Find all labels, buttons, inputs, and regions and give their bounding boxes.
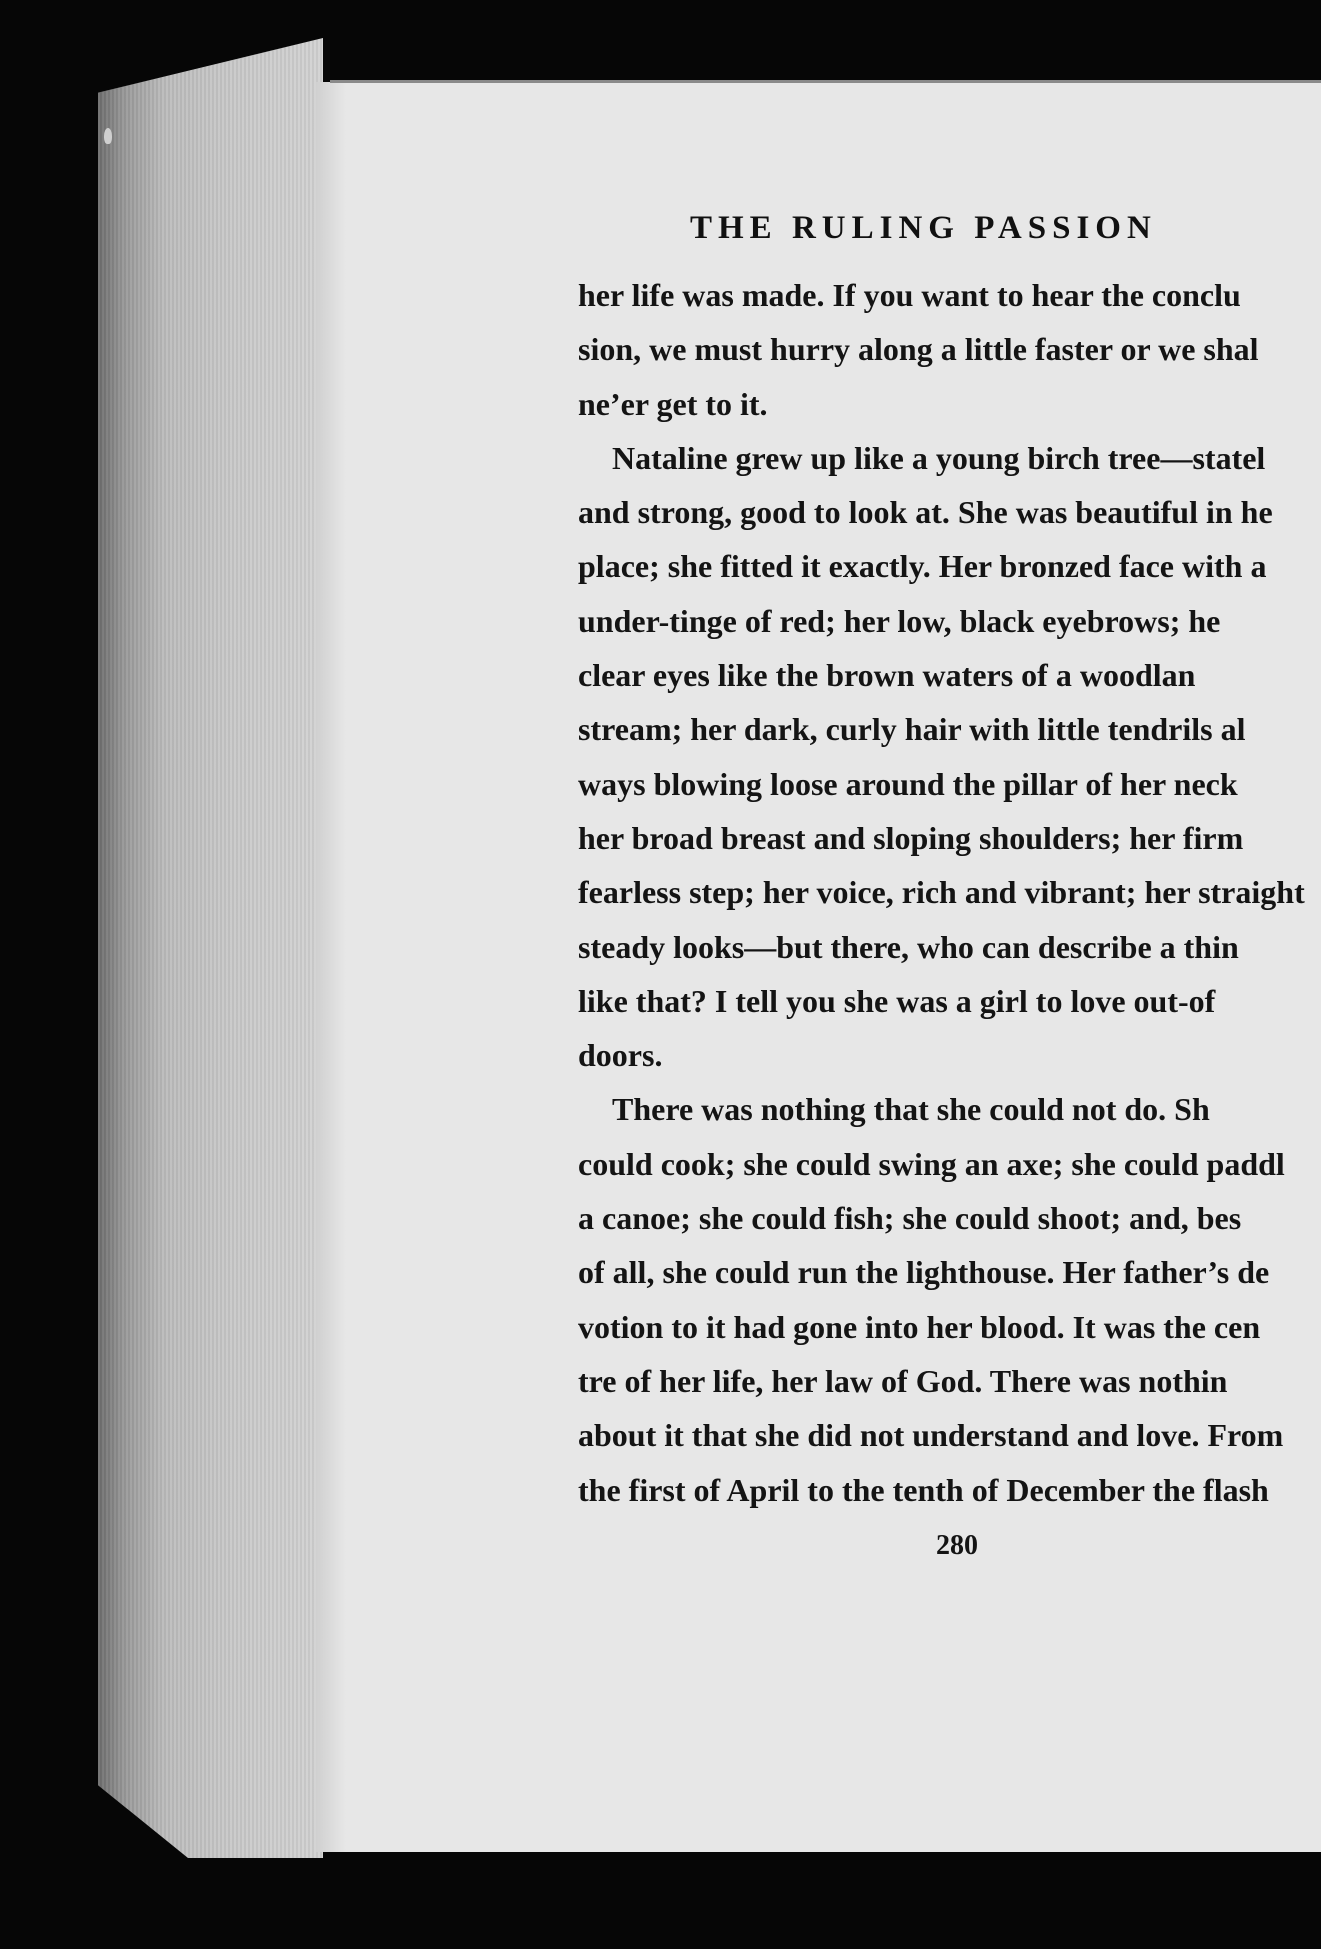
running-head: THE RULING PASSION	[690, 210, 1157, 246]
text-line: about it that she did not understand and love. From	[578, 1417, 1284, 1454]
text-line: fearless step; her voice, rich and vibrant; her straight	[578, 874, 1305, 911]
page-top-edge	[330, 80, 1321, 83]
text-line: votion to it had gone into her blood. It was the cen	[578, 1308, 1261, 1345]
text-line: steady looks—but there, who can describe a thin	[578, 928, 1239, 965]
text-line: doors.	[578, 1037, 663, 1074]
text-line: tre of her life, her law of God. There was nothin	[578, 1362, 1228, 1399]
text-line: stream; her dark, curly hair with little tendrils al	[578, 711, 1246, 748]
page-fore-edge-texture	[98, 38, 323, 1858]
text-line: sion, we must hurry along a little faster or we shal	[578, 331, 1259, 368]
text-line: clear eyes like the brown waters of a woodlan	[578, 657, 1196, 694]
text-line: ne’er get to it.	[578, 385, 768, 422]
text-line: Nataline grew up like a young birch tree—statel	[612, 439, 1266, 476]
text-line: like that? I tell you she was a girl to love out-of	[578, 982, 1216, 1019]
text-line: of all, she could run the lighthouse. Her father’s de	[578, 1254, 1270, 1291]
text-line: There was nothing that she could not do. Sh	[612, 1091, 1210, 1128]
text-line: could cook; she could swing an axe; she could paddl	[578, 1145, 1285, 1182]
text-line: place; she fitted it exactly. Her bronzed face with a	[578, 548, 1267, 585]
text-line: her broad breast and sloping shoulders; her firm	[578, 819, 1244, 856]
gutter-shadow	[316, 82, 346, 1852]
text-line: ways blowing loose around the pillar of her neck	[578, 765, 1238, 802]
text-line: under-tinge of red; her low, black eyebrows; he	[578, 602, 1221, 639]
text-line: and strong, good to look at. She was beautiful in he	[578, 494, 1273, 531]
text-line: a canoe; she could fish; she could shoot; and, bes	[578, 1200, 1242, 1237]
dust-speck	[104, 128, 112, 144]
body-text	[578, 268, 1321, 1517]
text-line: her life was made. If you want to hear the conclu	[578, 277, 1241, 313]
text-line: the first of April to the tenth of December the flash	[578, 1471, 1269, 1508]
page-number: 280	[936, 1530, 978, 1561]
